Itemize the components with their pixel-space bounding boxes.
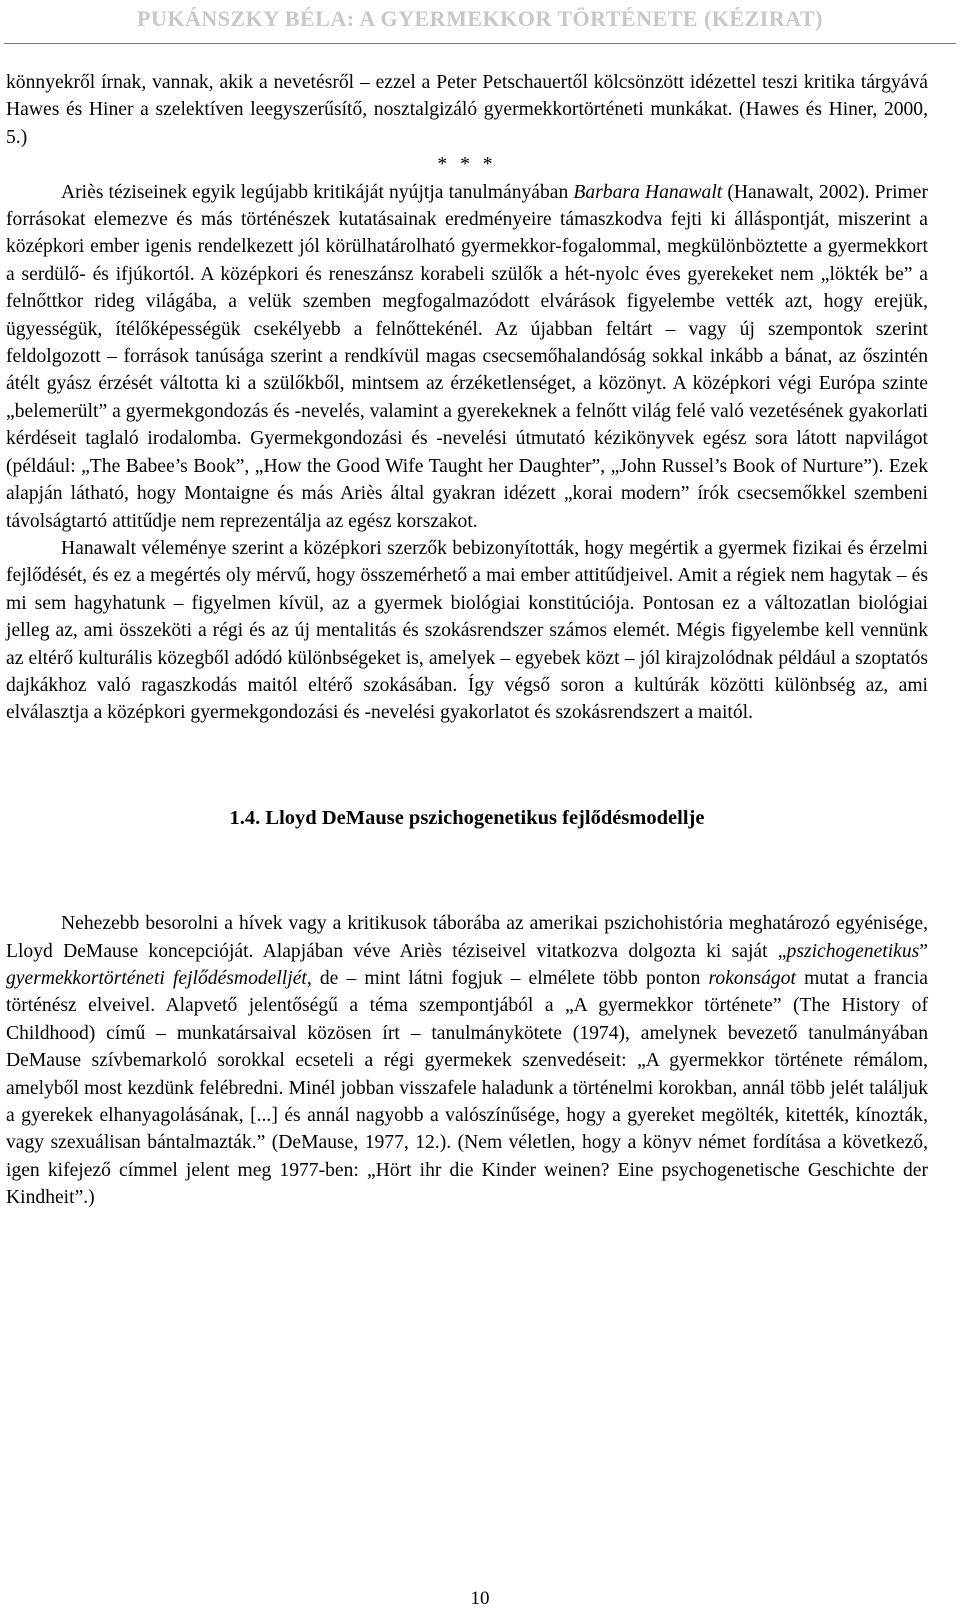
paragraph-text: Ariès téziseinek egyik legújabb kritikáját nyújtja tanulmányában [61,181,574,203]
section-separator: * * * [437,154,497,176]
paragraph-hanawalt-opinion: Hanawalt véleménye szerint a középkori szerzők bebizonyították, hogy megértik a gyermek fizikai és érzelmi fejlődését, és ez a megértés oly mérvű, hogy összemérhető a mai ember attitűdjeivel. Amit a régiek nem hagytak – és mi sem hagyhatunk – figyelmen kívül, az a gyermek biológiai konstitúciója. Pontosan ez a változatlan biológiai jelleg az, ami összeköti a régi és az új mentalitás és szokásrendszer számos elemét. Mégis figyelembe kell vennünk az eltérő kulturális közegből adódó különbségeket is, amelyek – egyebek közt – jól kirajzolódnak például a szoptatós dajkákhoz való ragaszkodás maitól eltérő szokásában. Így végső soron a kultúrák közötti különbség az, ami elválasztja a középkori gyermekgondozási és -nevelési gyakorlatot és szokásrendszert a maitól. [6,537,928,724]
paragraph-continuation: könnyekről írnak, vannak, akik a nevetésről – ezzel a Peter Petschauertől kölcsönzött idézettel teszi kritika tárgyává Hawes és Hiner a szelektíven leegyszerűsítő, nosztalgizáló gyermekkortörténeti munkákat. (Hawes és Hiner, 2000, 5.) [6,72,928,148]
paragraph-text: ” [919,940,928,962]
paragraph-demause [6,910,928,1211]
author-name-italic: Barbara Hanawalt [573,181,723,203]
page-content [6,69,928,1212]
paragraph-text: Nehezebb besorolni a hívek vagy a kritikusok táborába az amerikai pszichohistória meghatározó egyénisége, Lloyd DeMause koncepcióját. Alapjában véve Ariès téziseivel vitatkozva dolgozta ki saját „ [6,913,928,962]
running-header: PUKÁNSZKY BÉLA: A GYERMEKKOR TÖRTÉNETE (KÉZIRAT) [137,6,823,31]
paragraph-text: mutat a francia történész elveivel. Alapvető jelentőségű a téma szempontjából a „A gyermekkor története” (The History of Childhood) című – munkatársaival közösen írt – tanulmánykötete (1974), amelynek bevezető tanulmányában DeMause szívbemarkoló sorokkal ecseteli a régi gyermekek szenvedéseit: „A gyermekkor története rémálom, amelyből most kezdünk felébredni. Minél jobban visszafele haladunk a történelmi korokban, annál több jelét találjuk a gyerekek elhanyagolásának, [...] és annál nagyobb a valószínűsége, hogy a gyereket megölték, kitették, kínozták, vagy szexuálisan bántalmazták.” (DeMause, 1977, 12.). (Nem véletlen, hogy a könyv német fordítása a következő, igen kifejező címmel jelent meg 1977-ben: „Hört ihr die Kinder weinen? Eine psychogenetische Geschichte der Kindheit”.) [6,967,928,1209]
header-rule [4,43,956,44]
section-heading: 1.4. Lloyd DeMause pszichogenetikus fejlődésmodellje [229,806,705,829]
paragraph-text: (Hanawalt, 2002). Primer forrásokat elemezve és más történészek kutatásainak eredményeire támaszkodva fejti ki álláspontját, miszerint a középkori ember igenis rendelkezett jól körülhatárolható gyermekkor-fogalommal, megkülönböztette a gyermekkort a serdülő- és ifjúkortól. A középkori és reneszánsz korabeli szülők a hét-nyolc éves gyerekeket nem „lökték be” a felnőttkor rideg világába, a velük szemben megfogalmazódott elvárások figyelembe vették azt, hogy erejük, ügyességük, ítélőképességük csekélyebb a felnőttekénél. Az újabban feltárt – vagy új szempontok szerint feldolgozott – források tanúsága szerint a rendkívül magas csecsemőhalandóság sokkal inkább a bánat, az őszintén átélt gyász érzését váltotta ki a szülőkből, mintsem az érzéketlenséget, a közönyt. A középkori végi Európa szinte „belemerült” a gyermekgondozás és -nevelés, valamint a gyerekeknek a felnőtt világ felé való vezetésének gyakorlati kérdéseit taglaló irodalomba. Gyermekgondozási és -nevelési útmutató kézikönyvek egész sora látott napvilágot (például: „The Babee’s Book”, „How the Good Wife Taught her Daughter”, „John Russel’s Book of Nurture”). Ezek alapján látható, hogy Montaigne és más Ariès által gyakran idézett „korai modern” írók csecsemőkkel szembeni távolságtartó attitűdje nem reprezentálja az egész korszakot. [6,181,928,532]
italic-term: gyermekkortörténeti fejlődésmodelljét [6,967,307,989]
paragraph-hanawalt [6,179,928,535]
italic-term: pszichogenetikus [786,940,920,962]
paragraph-text: , de – mint látni fogjuk – elmélete több ponton [306,967,709,989]
italic-term: rokonságot [708,967,796,989]
page-number: 10 [470,1588,490,1609]
